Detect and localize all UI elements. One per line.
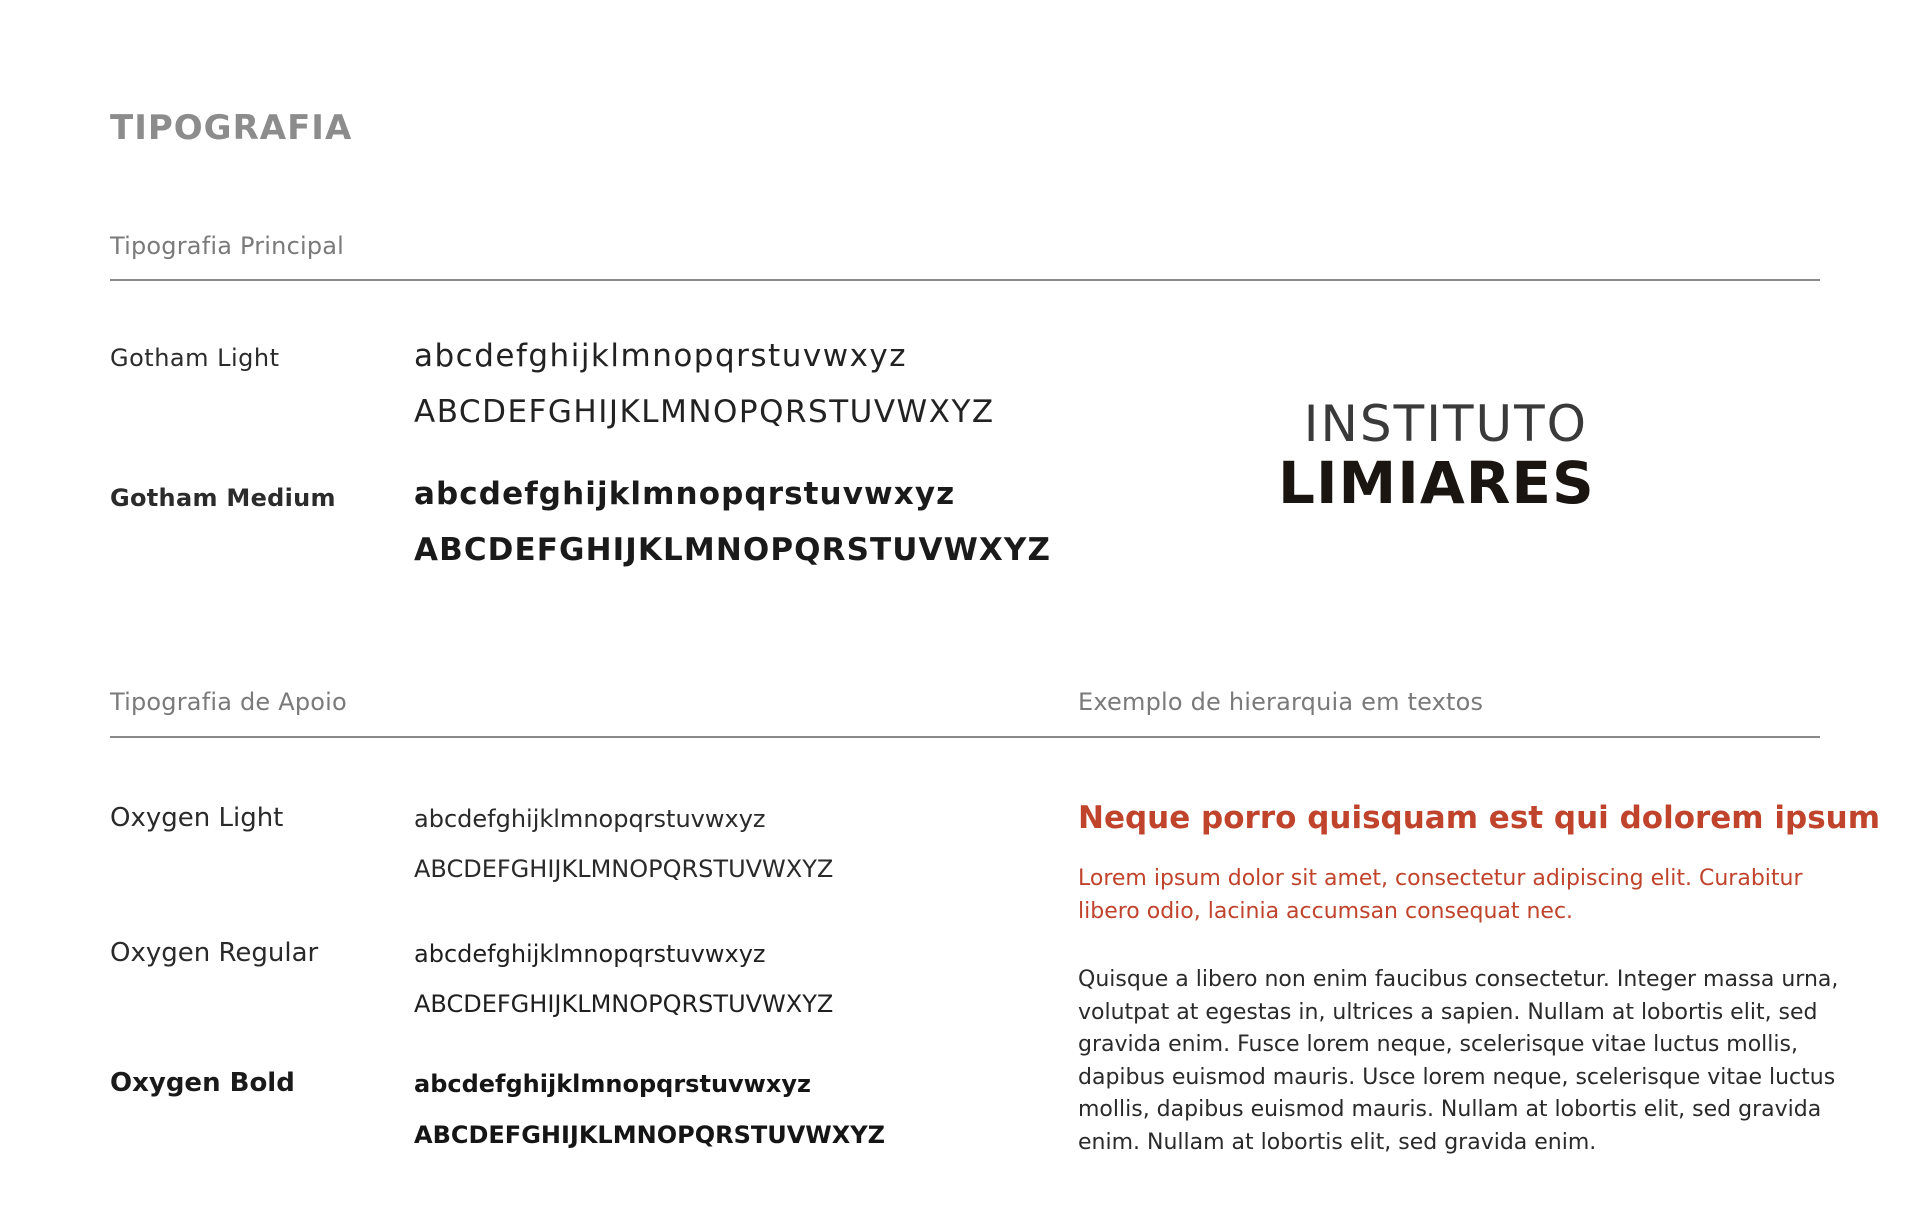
font-name-oxygen-bold: Oxygen Bold: [110, 1068, 295, 1098]
section-header-hierarchy: Exemplo de hierarquia em textos: [1078, 688, 1484, 716]
sample-gotham-medium-uppercase: ABCDEFGHIJKLMNOPQRSTUVWXYZ: [414, 532, 1052, 568]
logo-line-limiares: LIMIARES: [1278, 449, 1595, 517]
hierarchy-body-line: enim. Nullam at lobortis elit, sed gravida enim.: [1078, 1129, 1597, 1155]
hierarchy-body-paragraph: [1078, 964, 1839, 1159]
hierarchy-body-line: volutpat at egestas in, ultrices a sapien. Nullam at lobortis elit, sed: [1078, 999, 1818, 1025]
hierarchy-lead-line: libero odio, lacinia accumsan consequat nec.: [1078, 899, 1574, 924]
hierarchy-heading: Neque porro quisquam est qui dolorem ipsum: [1078, 800, 1881, 836]
hierarchy-body-line: mollis, dapibus euismod mauris. Nullam at lobortis elit, sed gravida: [1078, 1097, 1822, 1122]
page-title: TIPOGRAFIA: [110, 108, 353, 148]
sample-gotham-light-lowercase: abcdefghijklmnopqrstuvwxyz: [414, 338, 908, 374]
sample-oxygen-regular-uppercase: ABCDEFGHIJKLMNOPQRSTUVWXYZ: [414, 990, 834, 1018]
instituto-limiares-logo: [1278, 395, 1595, 517]
sample-oxygen-bold-uppercase: ABCDEFGHIJKLMNOPQRSTUVWXYZ: [414, 1121, 886, 1149]
font-name-oxygen-regular: Oxygen Regular: [110, 938, 319, 968]
sample-oxygen-bold-lowercase: abcdefghijklmnopqrstuvwxyz: [414, 1070, 811, 1098]
hierarchy-body-line: dapibus euismod mauris. Usce lorem neque, scelerisque vitae luctus: [1078, 1064, 1836, 1090]
font-name-gotham-medium: Gotham Medium: [110, 484, 336, 512]
font-name-oxygen-light: Oxygen Light: [110, 803, 284, 833]
divider-principal: [110, 279, 1820, 281]
section-header-apoio: Tipografia de Apoio: [110, 688, 347, 716]
font-name-gotham-light: Gotham Light: [110, 344, 280, 372]
sample-oxygen-light-uppercase: ABCDEFGHIJKLMNOPQRSTUVWXYZ: [414, 855, 834, 883]
hierarchy-lead-line: Lorem ipsum dolor sit amet, consectetur adipiscing elit. Curabitur: [1078, 866, 1803, 891]
divider-apoio: [110, 736, 1820, 738]
section-header-principal: Tipografia Principal: [110, 232, 345, 260]
sample-oxygen-light-lowercase: abcdefghijklmnopqrstuvwxyz: [414, 805, 766, 833]
hierarchy-body-line: Quisque a libero non enim faucibus consectetur. Integer massa urna,: [1078, 967, 1839, 992]
sample-oxygen-regular-lowercase: abcdefghijklmnopqrstuvwxyz: [414, 940, 766, 968]
sample-gotham-medium-lowercase: abcdefghijklmnopqrstuvwxyz: [414, 476, 956, 512]
sample-gotham-light-uppercase: ABCDEFGHIJKLMNOPQRSTUVWXYZ: [414, 394, 995, 430]
logo-line-instituto: INSTITUTO: [1303, 395, 1588, 453]
hierarchy-lead-paragraph: [1078, 862, 1803, 928]
hierarchy-body-line: gravida enim. Fusce lorem neque, scelerisque vitae luctus mollis,: [1078, 1032, 1798, 1057]
